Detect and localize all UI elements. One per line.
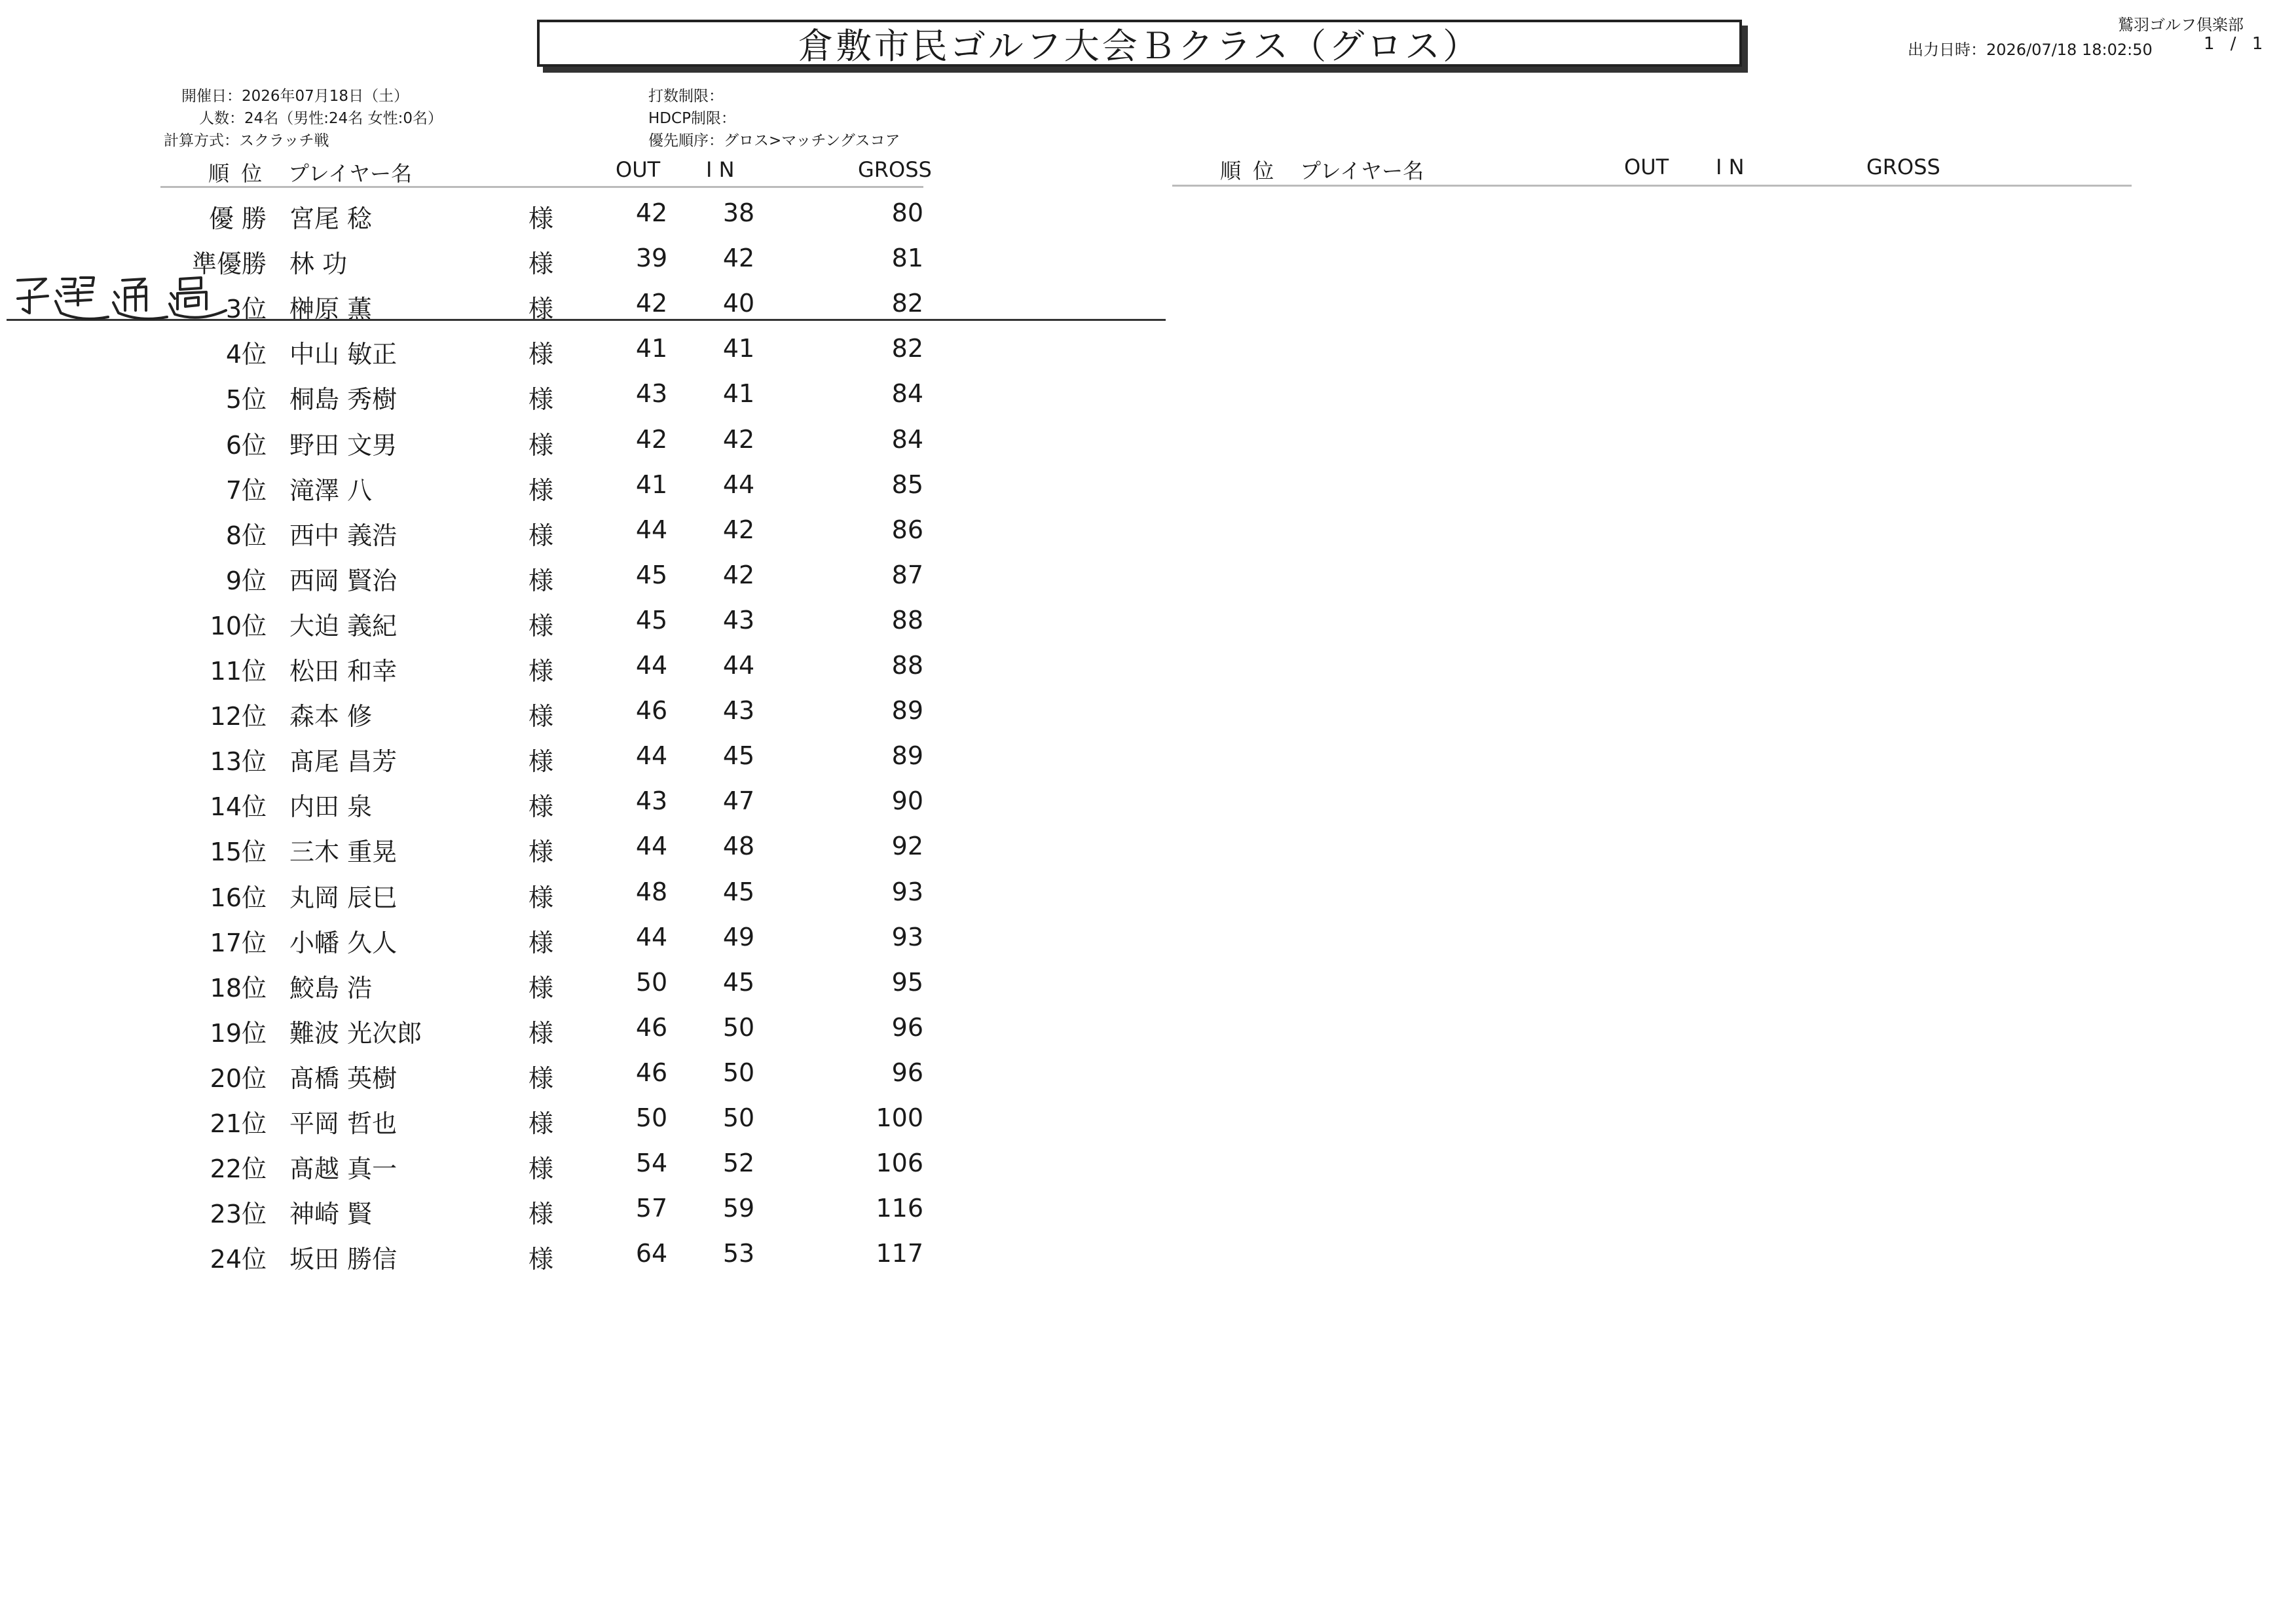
honorific-cell: 様 xyxy=(528,295,554,324)
priority-order: 優先順序：グロス>マッチングスコア xyxy=(648,132,900,149)
header-player-right: プレイヤー名 xyxy=(1300,158,1424,183)
player-name-cell: 髙橋 英樹 xyxy=(289,1063,398,1093)
rank-cell: 8位 xyxy=(225,521,267,550)
table-row xyxy=(0,877,982,914)
rank-cell: 9位 xyxy=(225,566,267,595)
rank-cell: 15位 xyxy=(210,838,267,867)
out-score-cell: 46 xyxy=(635,696,668,726)
gross-score-cell: 93 xyxy=(891,922,923,951)
table-row xyxy=(0,786,982,823)
out-score-cell: 42 xyxy=(635,198,668,227)
table-row xyxy=(0,606,982,642)
honorific-cell: 様 xyxy=(528,475,554,505)
hdcp-limit: HDCP制限： xyxy=(648,110,736,127)
gross-score-cell: 100 xyxy=(876,1103,923,1132)
table-row xyxy=(0,651,982,688)
gross-score-cell: 116 xyxy=(876,1194,923,1223)
header-rank: 順 位 xyxy=(208,161,265,186)
table-row xyxy=(0,334,982,371)
in-score-cell: 47 xyxy=(722,786,755,816)
out-score-cell: 42 xyxy=(635,424,668,454)
rank-cell: 20位 xyxy=(210,1063,267,1093)
in-score-cell: 50 xyxy=(722,1058,755,1087)
rank-cell: 21位 xyxy=(210,1109,267,1138)
in-score-cell: 45 xyxy=(722,741,755,771)
gross-score-cell: 92 xyxy=(891,832,923,861)
page-number: 1 / 1 xyxy=(2204,34,2268,54)
table-row xyxy=(0,379,982,416)
honorific-cell: 様 xyxy=(528,566,554,595)
player-name-cell: 宮尾 稔 xyxy=(289,204,373,233)
gross-score-cell: 82 xyxy=(891,334,923,363)
out-score-cell: 50 xyxy=(635,1103,668,1132)
in-score-cell: 50 xyxy=(722,1103,755,1132)
player-name-cell: 榊原 薫 xyxy=(289,295,373,324)
in-score-cell: 49 xyxy=(722,922,755,951)
gross-score-cell: 95 xyxy=(891,967,923,997)
player-name-cell: 林 功 xyxy=(289,249,348,279)
table-row xyxy=(0,515,982,552)
rank-cell: 23位 xyxy=(210,1200,267,1229)
table-row xyxy=(0,1239,982,1276)
honorific-cell: 様 xyxy=(528,1018,554,1048)
gross-score-cell: 81 xyxy=(891,244,923,273)
in-score-cell: 44 xyxy=(722,470,755,499)
honorific-cell: 様 xyxy=(528,1063,554,1093)
table-row xyxy=(0,425,982,462)
document-title-box xyxy=(537,20,1742,67)
honorific-cell: 様 xyxy=(528,928,554,957)
table-row xyxy=(0,1103,982,1140)
in-score-cell: 38 xyxy=(722,198,755,227)
rank-cell: 22位 xyxy=(210,1154,267,1184)
player-name-cell: 小幡 久人 xyxy=(289,928,398,957)
rank-cell: 12位 xyxy=(210,702,267,731)
player-name-cell: 難波 光次郎 xyxy=(289,1018,422,1048)
gross-score-cell: 80 xyxy=(891,198,923,227)
out-score-cell: 41 xyxy=(635,470,668,499)
in-score-cell: 53 xyxy=(722,1239,755,1268)
player-name-cell: 神崎 賢 xyxy=(289,1200,373,1229)
honorific-cell: 様 xyxy=(528,883,554,912)
gross-score-cell: 88 xyxy=(891,605,923,635)
player-name-cell: 髙越 真一 xyxy=(289,1154,398,1184)
player-name-cell: 丸岡 辰巳 xyxy=(289,883,398,912)
player-name-cell: 坂田 勝信 xyxy=(289,1245,398,1274)
honorific-cell: 様 xyxy=(528,521,554,550)
out-score-cell: 44 xyxy=(635,651,668,680)
gross-score-cell: 82 xyxy=(891,289,923,318)
header-out-right: OUT xyxy=(1624,155,1669,179)
rank-cell: 16位 xyxy=(210,883,267,912)
gross-score-cell: 106 xyxy=(876,1149,923,1178)
in-score-cell: 42 xyxy=(722,560,755,589)
out-score-cell: 44 xyxy=(635,515,668,544)
stroke-limit: 打数制限： xyxy=(648,88,724,105)
header-in-right: I N xyxy=(1716,155,1745,179)
honorific-cell: 様 xyxy=(528,385,554,415)
in-score-cell: 42 xyxy=(722,244,755,273)
rank-cell: 4位 xyxy=(225,340,267,369)
player-name-cell: 森本 修 xyxy=(289,702,373,731)
player-name-cell: 西岡 賢治 xyxy=(289,566,398,595)
table-row xyxy=(0,1013,982,1050)
header-player: プレイヤー名 xyxy=(288,161,413,186)
in-score-cell: 42 xyxy=(722,424,755,454)
player-name-cell: 桐島 秀樹 xyxy=(289,385,398,415)
header-out: OUT xyxy=(616,157,661,182)
output-datetime: 出力日時：2026/07/18 18:02:50 xyxy=(1908,41,2153,59)
in-score-cell: 45 xyxy=(722,877,755,906)
honorific-cell: 様 xyxy=(528,702,554,731)
gross-score-cell: 90 xyxy=(891,786,923,816)
rank-cell: 14位 xyxy=(210,792,267,822)
honorific-cell: 様 xyxy=(528,657,554,686)
out-score-cell: 41 xyxy=(635,334,668,363)
document-title: 倉敷市民ゴルフ大会Ｂクラス（グロス） xyxy=(798,25,1481,67)
player-name-cell: 大迫 義紀 xyxy=(289,611,398,640)
table-row xyxy=(0,741,982,778)
out-score-cell: 44 xyxy=(635,741,668,771)
honorific-cell: 様 xyxy=(528,1109,554,1138)
table-row xyxy=(0,832,982,868)
table-row xyxy=(0,1194,982,1230)
honorific-cell: 様 xyxy=(528,838,554,867)
table-row xyxy=(0,470,982,507)
header-rank-right: 順 位 xyxy=(1220,158,1277,183)
out-score-cell: 64 xyxy=(635,1239,668,1268)
player-name-cell: 鮫島 浩 xyxy=(289,973,373,1003)
honorific-cell: 様 xyxy=(528,1245,554,1274)
in-score-cell: 48 xyxy=(722,832,755,861)
out-score-cell: 46 xyxy=(635,1058,668,1087)
rank-cell: 6位 xyxy=(225,430,267,460)
player-name-cell: 髙尾 昌芳 xyxy=(289,747,398,777)
gross-score-cell: 88 xyxy=(891,651,923,680)
table-row xyxy=(0,198,982,235)
out-score-cell: 50 xyxy=(635,967,668,997)
table-row xyxy=(0,696,982,733)
player-name-cell: 野田 文男 xyxy=(289,430,398,460)
handwritten-annotation xyxy=(10,267,232,333)
player-name-cell: 平岡 哲也 xyxy=(289,1109,398,1138)
out-score-cell: 43 xyxy=(635,786,668,816)
out-score-cell: 45 xyxy=(635,605,668,635)
table-row xyxy=(0,1058,982,1095)
header-gross-right: GROSS xyxy=(1866,155,1940,179)
honorific-cell: 様 xyxy=(528,973,554,1003)
gross-score-cell: 96 xyxy=(891,1012,923,1042)
rank-cell: 17位 xyxy=(210,928,267,957)
rank-cell: 3位 xyxy=(225,295,267,324)
honorific-cell: 様 xyxy=(528,204,554,233)
out-score-cell: 42 xyxy=(635,289,668,318)
player-name-cell: 中山 敏正 xyxy=(289,340,398,369)
rank-cell: 18位 xyxy=(210,973,267,1003)
rank-cell: 19位 xyxy=(210,1018,267,1048)
out-score-cell: 44 xyxy=(635,922,668,951)
in-score-cell: 41 xyxy=(722,334,755,363)
honorific-cell: 様 xyxy=(528,1154,554,1184)
gross-score-cell: 117 xyxy=(876,1239,923,1268)
out-score-cell: 57 xyxy=(635,1194,668,1223)
header-gross: GROSS xyxy=(858,157,932,182)
player-name-cell: 松田 和幸 xyxy=(289,657,398,686)
out-score-cell: 39 xyxy=(635,244,668,273)
honorific-cell: 様 xyxy=(528,747,554,777)
rank-cell: 10位 xyxy=(210,611,267,640)
gross-score-cell: 93 xyxy=(891,877,923,906)
table-row xyxy=(0,968,982,1005)
player-name-cell: 三木 重晃 xyxy=(289,838,398,867)
honorific-cell: 様 xyxy=(528,611,554,640)
rank-cell: 5位 xyxy=(225,385,267,415)
out-score-cell: 54 xyxy=(635,1149,668,1178)
honorific-cell: 様 xyxy=(528,340,554,369)
rank-cell: 13位 xyxy=(210,747,267,777)
table-row xyxy=(0,1149,982,1185)
honorific-cell: 様 xyxy=(528,792,554,822)
in-score-cell: 59 xyxy=(722,1194,755,1223)
player-name-cell: 内田 泉 xyxy=(289,792,373,822)
gross-score-cell: 87 xyxy=(891,560,923,589)
out-score-cell: 46 xyxy=(635,1012,668,1042)
in-score-cell: 50 xyxy=(722,1012,755,1042)
in-score-cell: 45 xyxy=(722,967,755,997)
out-score-cell: 45 xyxy=(635,560,668,589)
rank-cell: 準優勝 xyxy=(191,249,267,279)
gross-score-cell: 84 xyxy=(891,424,923,454)
header-underline-right xyxy=(1172,185,2132,187)
in-score-cell: 40 xyxy=(722,289,755,318)
player-name-cell: 滝澤 八 xyxy=(289,475,373,505)
rank-cell: 7位 xyxy=(225,475,267,505)
table-row xyxy=(0,923,982,959)
gross-score-cell: 96 xyxy=(891,1058,923,1087)
in-score-cell: 43 xyxy=(722,696,755,726)
in-score-cell: 41 xyxy=(722,379,755,409)
honorific-cell: 様 xyxy=(528,1200,554,1229)
gross-score-cell: 89 xyxy=(891,741,923,771)
event-date: 開催日：2026年07月18日（土） xyxy=(181,88,409,105)
out-score-cell: 43 xyxy=(635,379,668,409)
in-score-cell: 44 xyxy=(722,651,755,680)
honorific-cell: 様 xyxy=(528,249,554,279)
header-in: I N xyxy=(706,157,735,182)
table-row xyxy=(0,561,982,597)
in-score-cell: 52 xyxy=(722,1149,755,1178)
gross-score-cell: 89 xyxy=(891,696,923,726)
rank-cell: 24位 xyxy=(210,1245,267,1274)
player-name-cell: 西中 義浩 xyxy=(289,521,398,550)
participant-count: 人数：24名（男性:24名 女性:0名） xyxy=(199,110,443,127)
gross-score-cell: 86 xyxy=(891,515,923,544)
header-underline-left xyxy=(160,186,923,188)
rank-cell: 優 勝 xyxy=(208,204,267,233)
out-score-cell: 48 xyxy=(635,877,668,906)
calc-method: 計算方式：スクラッチ戦 xyxy=(164,132,329,149)
in-score-cell: 43 xyxy=(722,605,755,635)
gross-score-cell: 85 xyxy=(891,470,923,499)
club-name: 鷲羽ゴルフ倶楽部 xyxy=(2118,16,2244,34)
out-score-cell: 44 xyxy=(635,832,668,861)
gross-score-cell: 84 xyxy=(891,379,923,409)
honorific-cell: 様 xyxy=(528,430,554,460)
rank-cell: 11位 xyxy=(210,657,267,686)
in-score-cell: 42 xyxy=(722,515,755,544)
